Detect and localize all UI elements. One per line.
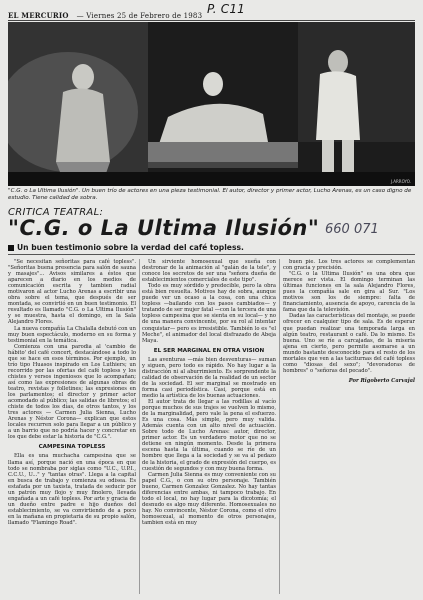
newspaper-name: EL MERCURIO bbox=[8, 11, 69, 20]
author-signature: Por Rigoberto Carvajal bbox=[348, 377, 415, 384]
column-divider bbox=[279, 259, 280, 594]
section-kicker: CRITICA TEATRAL: bbox=[8, 207, 104, 218]
stage-photo bbox=[8, 22, 415, 186]
article-column-2 bbox=[142, 259, 276, 526]
subheadline-text: Un buen testimonio sobre la verdad del café topless. bbox=[17, 243, 244, 252]
article-column-1 bbox=[8, 259, 136, 526]
paragraph: Ella es una muchacha campesina que se llama así, porque nació en una época en que todo se nombraba por siglas como "U.C., U.P.I., C.C.U., U..." y "tantas otras". Llega a la capital en busca de trabajo y comienza su odisea. Es estafada por un taxista, tratada de seducir por un patrón muy flojo y muy finolero, llevada engañada a un café topless. Por arte y gracia de un dueño entre padre e hijo dueños del establecimiento, se va convirtiendo de a poco en la mañana en propietaria de su propio salón, llamado "Flamingo Road". bbox=[8, 453, 136, 526]
subheadline bbox=[8, 243, 308, 252]
paragraph: Todo es muy sórdido y predecible, pero la obra está bien resuelta. Motivos hay de sobra, aunque puede ver un ocaso a la cosa, con una chica topless —bailando con los pasos cambiados— y tratando de ser mujer fatal —con la tercera de una topless campesina que se sienta en su local— y no de una manera convincente, por su rol al intentar conquistar— pero es irresistible. También lo es "el Meche", el animador del local disfrazado de Abeja Maya. bbox=[142, 283, 276, 344]
masthead bbox=[8, 2, 415, 21]
paragraph: "Se necesitan señoritas para café topless". "Señoritas buena presencia para salón de sauna y masajes"... Avisos similares a éstos que aparecen a diario en los medios de comunicación escrita y tambien radial motivaron al actor Lucho Arenas a escribir una obra sobre el tema, que después de ser montada, se convirtió en un buen testimonio. El resultado es llamado "C.G. o La Ultima Ilusión" y se muestra, hasta el domingo, en la Sala Alejandro Flores. bbox=[8, 259, 136, 326]
photo-caption: "C.G. o La Ultima Ilusión". Un buen trío de actores en una pieza testimonial. El autor, director y primer actor, Lucho Arenas, es un caso digno de estudio. Tiene calidad de sobra. bbox=[8, 188, 412, 201]
headline-divider bbox=[8, 254, 415, 255]
column-divider bbox=[139, 259, 140, 594]
paragraph: Comienza con una parodia al 'cambio de hábito' del café concert, destacándose a todo lo que se hace en esos términos. Por ejemplo, un trío tipo Huasos inspirado en Los Luthiers; un recorrido por las ofertas del café topless y los chistes y versos ingeniosos que lo acompañan; así como las expresiones de algunas obras de teatro, revistas y folletines; las expresiones en los parlamentos; el director y primer actor acomodado al público; las salidas de libretos; el chiste de todos los días, de otros tantos, y los tres actores — Carmen Julia Sienna, Lucho Arenas y Néstor Corona— explican que estos locales recurren solo para llegar a un público y a un barrio que no podría hacer y concretar en los que debe estar la historia de "C.G.". bbox=[8, 343, 136, 441]
paragraph: buen pie. Los tres actores se complementan con gracia y precisión. bbox=[283, 259, 415, 272]
headline: "C.G. o La Ultima Ilusión" bbox=[8, 216, 320, 240]
paragraph: "C.G. o la Ultima Ilusión" es una obra que merece ser vista. El domingo terminan las últimas funciones en la sala Alejandro Flores, pues la compañía sale en gira al Sur. "Los motivos son los de siempre: falta de financiamiento, ausencia de apoyo, carencia de la fama que da la televisión. bbox=[283, 271, 415, 314]
article-column-3 bbox=[283, 259, 415, 384]
section-heading: EL SER MARGINAL EN OTRA VISION bbox=[153, 347, 265, 354]
paragraph: El autor trata de llegar a las rodillas al vacío porque muchos de sus trajes se vuelven lo mismo, de la marginalidad, pero vale la pena el esfuerzo. Es una cosa. Más simple, pero muy valida. Además cuenta con un alto nivel de actuación. Sobre todo de Lucho Arenas: autor, director, primer actor. Es un verdadero motor que no se detiene en ningún momento. Desde la primera escena hasta la última, cuando se ríe de un hombre que llega a la sociedad y se va al pedazo de la historia, el grado de expresión del cuerpo, es cuestión de segundos y con muy buena forma. bbox=[142, 399, 276, 472]
paragraph: Las aventuras —más bien desventuras— suman y siguen, pero todo es rápido. No hay lugar a la distracción ni al aburrimiento. Es sorprendente la calidad de observación de la realidad de un sector de la sociedad. El ser marginal se mostrado en forma casi periodística. Casi, porque está en medio la artística de los buenas actuaciones. bbox=[142, 356, 276, 399]
paragraph: Dadas las características del montaje, se puede ofrecer en cualquier tipo de sala. Es de esperar que puedan realizar una temporada larga en algún teatro, restaurant o café. Da lo mismo. Es buena. Uno se ríe a carcajadas, de la miseria ajena en cierto, pero permite asomarse a un mundo bastante desconocido para el resto de los mortales que ven a las taciturnas del café topless como "diosas del sexo"; "devoradoras de hombres" o "señoras del pecado". bbox=[283, 313, 415, 374]
handwritten-note: 660 071 bbox=[325, 222, 379, 237]
paragraph: Carmen Julia Sienna es muy conveniente con su papel C.G., o con su otro personaje. También bueno, Carmen Gonzalez Gonzalez. No hay tantas diferencias entre ambas, ni tampoco trabajo. En todo el local, no hay lugar para la dicotomía; el desnudo es algo muy diferente. Homosexuales no hay. No convincente, Néstor Corona, como el otro homosexual, al momento de otros personajes, tambien está en muy bbox=[142, 471, 276, 526]
bullet-square-icon bbox=[8, 245, 14, 251]
paragraph: La nueva compañía La Chalalla debutó con un muy buen espectáculo, moderno en su forma y testimonial en la temática. bbox=[8, 325, 136, 344]
publication-date: — Viernes 25 de Febrero de 1983 bbox=[76, 12, 203, 20]
paragraph: Un sirviente homosexual que sueña con destronar de la animación al "galán de la tele", y conoce los secretos de ser una "señora dueña de establecimientos comerciales de este tipo". bbox=[142, 259, 276, 284]
photo-credit: J.ARROYO. bbox=[390, 179, 411, 184]
stage-photo-illustration bbox=[8, 22, 415, 186]
handwritten-page-number: P. C11 bbox=[206, 2, 245, 16]
section-heading: CAMPESINA TOPLESS bbox=[38, 444, 106, 451]
